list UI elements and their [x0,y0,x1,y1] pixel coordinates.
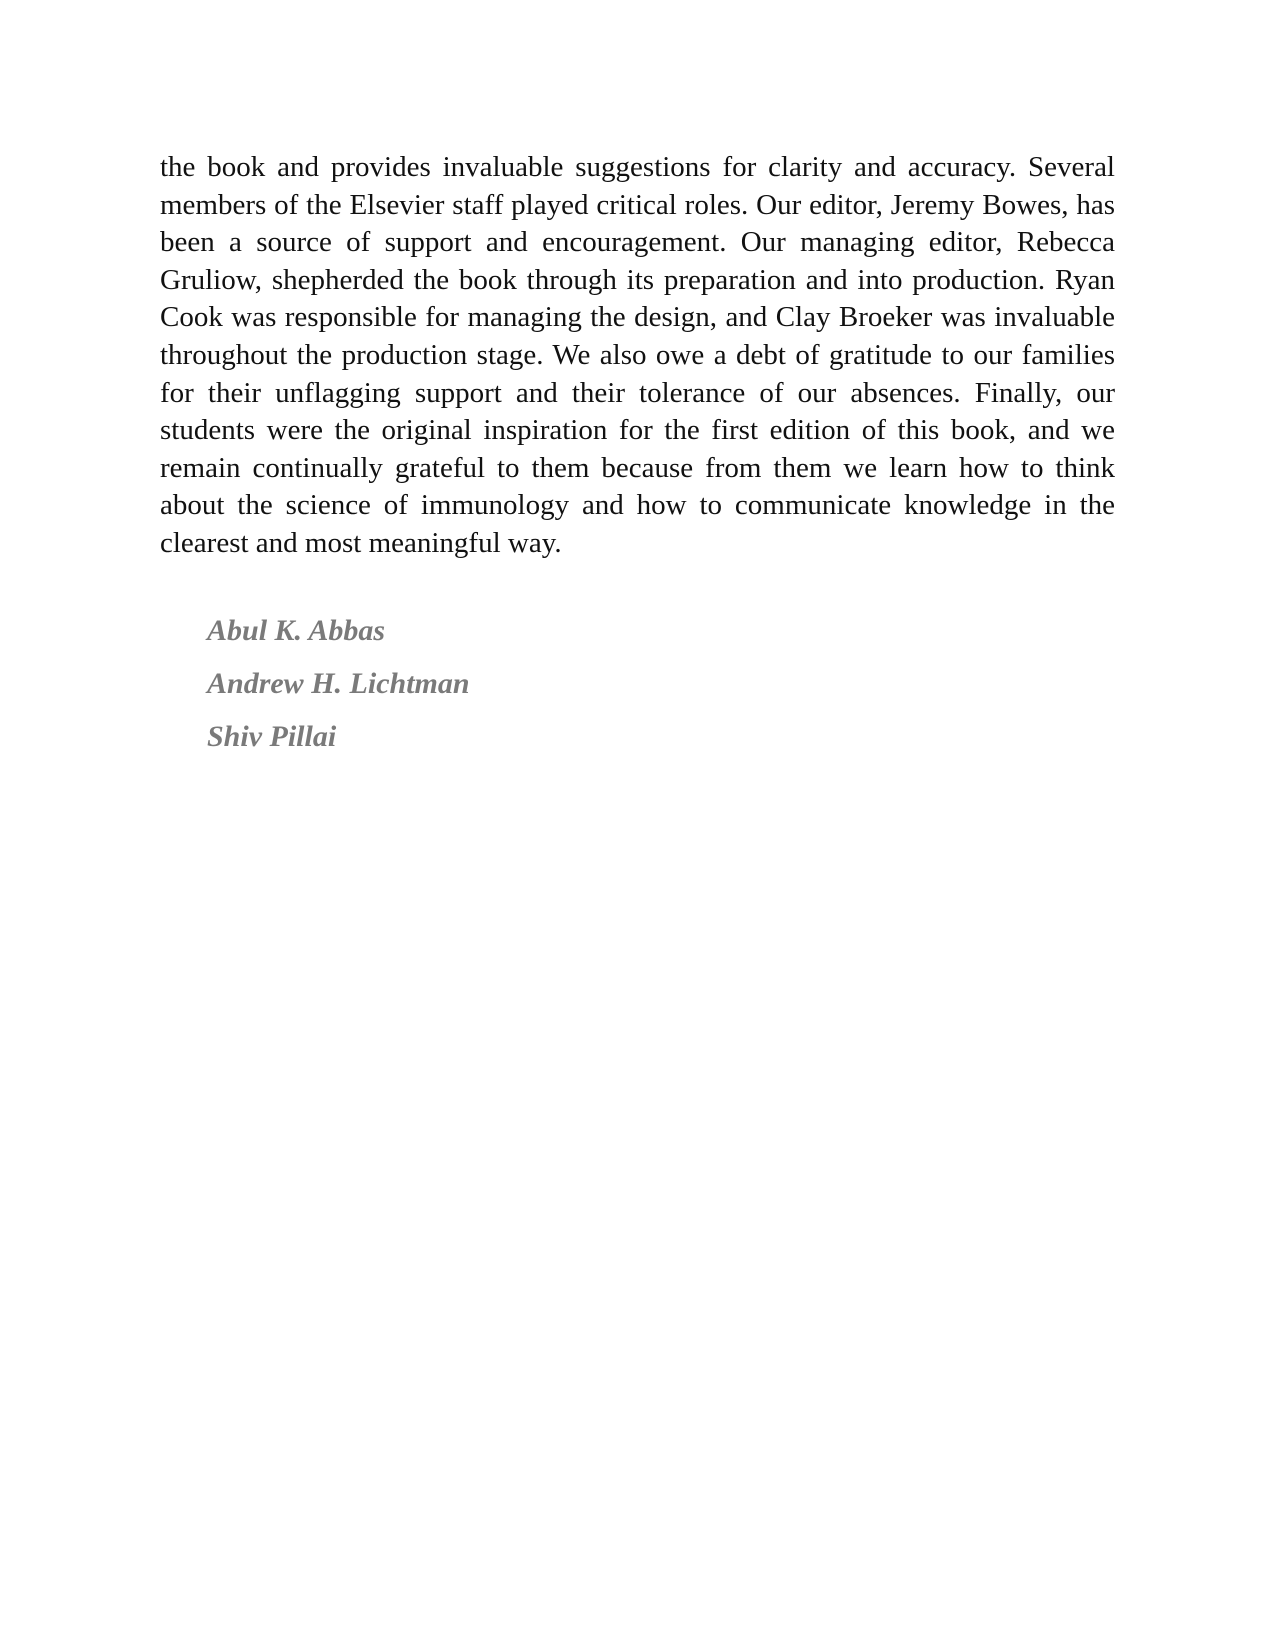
acknowledgments-paragraph: the book and provides invaluable suggestions for clarity and accuracy. Several members of the Elsevier staff played critical roles. Our editor, Jeremy Bowes, has been a source of support and encouragement. Our managing editor, Rebecca Gruliow, shepherded the book through its preparation and into production. Ryan Cook was responsible for managing the design, and Clay Broeker was invaluable throughout the production stage. We also owe a debt of gratitude to our families for their unflagging support and their tolerance of our absences. Finally, our students were the original inspiration for the first edition of this book, and we remain continually grateful to them because from them we learn how to think about the science of immunology and how to communicate knowledge in the clearest and most meaningful way. [160,151,1115,559]
author-name: Abul K. Abbas [207,614,386,647]
author-name: Shiv Pillai [207,720,337,753]
author-name: Andrew H. Lichtman [207,667,470,700]
author-signatures [207,613,1007,772]
